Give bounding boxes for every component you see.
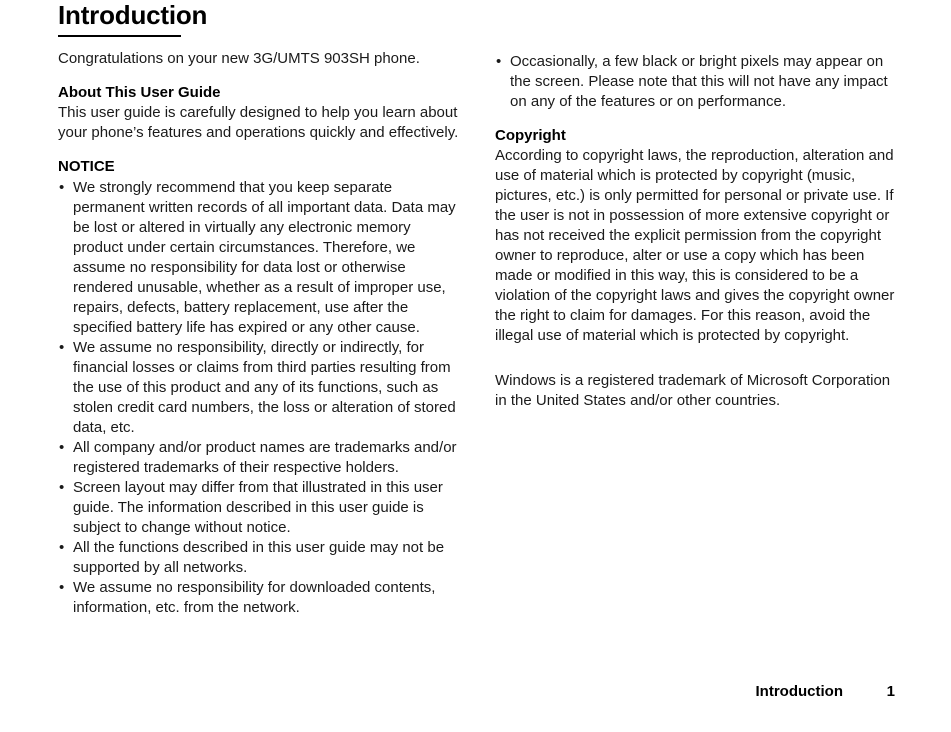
bullet-icon: • <box>496 53 502 70</box>
bullet-icon: • <box>59 179 65 196</box>
list-item <box>58 438 462 478</box>
page-title: Introduction <box>58 0 181 37</box>
page-footer <box>58 683 895 705</box>
right-column <box>495 0 899 411</box>
copyright-body: According to copyright laws, the reproduction, alteration and use of material which is protected by copyright (music, pictures, etc.) is only permitted for personal or private use. If the user is not in possession of more extensive copyright or has not received the explicit permission from the copyright owner to reproduce, alter or use a copy which has been made or modified in this way, this is considered to be a violation of the copyright laws and gives the copyright owner the right to claim for damages. For this reason, avoid the illegal use of material which is protected by copyright. <box>495 147 895 344</box>
list-item-text: We strongly recommend that you keep separate permanent written records of all important data. Data may be lost or altered in virtually any electronic memory product under certain circumstances. Therefore, we assume no responsibility for data lost or otherwise rendered unusable, whether as a result of improper use, repairs, defects, battery replacement, use after the specified battery life has expired or any other cause. <box>73 179 456 336</box>
list-item-text: All company and/or product names are trademarks and/or registered trademarks of their respective holders. <box>73 439 457 476</box>
list-item <box>58 538 462 578</box>
list-item-text: We assume no responsibility for downloaded contents, information, etc. from the network. <box>73 579 436 616</box>
bullet-icon: • <box>59 479 65 496</box>
list-item-text: We assume no responsibility, directly or indirectly, for financial losses or claims from third parties resulting from the use of this product and any of its functions, such as stolen credit card numbers, the loss or alteration of stored data, etc. <box>73 339 456 436</box>
list-item-text: All the functions described in this user guide may not be supported by all networks. <box>73 539 445 576</box>
footer-section-label: Introduction <box>755 683 843 700</box>
bullet-icon: • <box>59 439 65 456</box>
trademark-note: Windows is a registered trademark of Microsoft Corporation in the United States and/or other countries. <box>495 372 891 409</box>
notice-heading: NOTICE <box>58 158 115 175</box>
list-item <box>495 52 899 112</box>
list-item <box>58 578 462 618</box>
list-item-text: Occasionally, a few black or bright pixels may appear on the screen. Please note that this will not have any impact on any of the features or on performance. <box>510 53 888 110</box>
bullet-icon: • <box>59 539 65 556</box>
bullet-icon: • <box>59 339 65 356</box>
intro-paragraph: Congratulations on your new 3G/UMTS 903SH phone. <box>58 50 420 67</box>
list-item <box>58 338 462 438</box>
list-item <box>58 178 462 338</box>
about-guide-body: This user guide is carefully designed to help you learn about your phone’s features and operations quickly and effectively. <box>58 104 459 141</box>
about-guide-heading: About This User Guide <box>58 84 221 101</box>
footer-page-number: 1 <box>886 683 895 700</box>
left-column <box>58 0 462 618</box>
copyright-heading: Copyright <box>495 127 566 144</box>
notice-bullet-list <box>58 178 462 618</box>
list-item-text: Screen layout may differ from that illustrated in this user guide. The information described in this user guide is subject to change without notice. <box>73 479 443 536</box>
list-item <box>58 478 462 538</box>
notice-bullet-list-continued <box>495 52 899 112</box>
bullet-icon: • <box>59 579 65 596</box>
